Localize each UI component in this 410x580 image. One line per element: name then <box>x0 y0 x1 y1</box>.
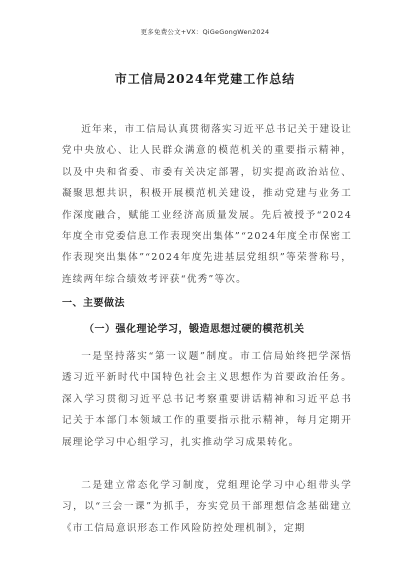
paragraph-first-measure: 一是坚持落实“第一议题”制度。市工信局始终把学深悟透习近平新时代中国特色社会主义思想作为首要政治任务。深入学习贯彻习近平总书记考察重要讲话精神和习近平总书记关于本部门本领域工作的重要指示批示精神，每月定期开展理论学习中心组学习，扎实推动学习成果转化。 <box>62 351 352 448</box>
document-title: 市工信局2024年党建工作总结 <box>114 72 296 86</box>
section-heading: 一、主要做法 <box>62 298 125 309</box>
paragraph-second-measure: 二是建立常态化学习制度，党组理论学习中心组带头学习，以“三会一课”为抓手，夯实党员干部理想信念基础建立《市工信局意识形态工作风险防控处理机制》，定期 <box>62 480 352 534</box>
intro-paragraph: 近年来，市工信局认真贯彻落实习近平总书记关于建设让党中央放心、让人民群众满意的模范机关的重要指示精神，以及中央和省委、市委有关决定部署，切实提高政治站位、凝聚思想共识，积极开展模范机关建设，推动党建与业务工作深度融合，赋能工业经济高质量发展。先后被授予“2024年度全市党委信息工作表现突出集体”“2024年度全市保密工作表现突出集体”“2024年度先进基层党组织”等荣誉称号，连续两年综合绩效考评获“优秀”等次。 <box>62 124 352 285</box>
sub-heading: （一）强化理论学习，锻造思想过硬的模范机关 <box>84 324 305 335</box>
header-note: 更多免费公文+VX：QiGeGongWen2024 <box>140 28 270 36</box>
